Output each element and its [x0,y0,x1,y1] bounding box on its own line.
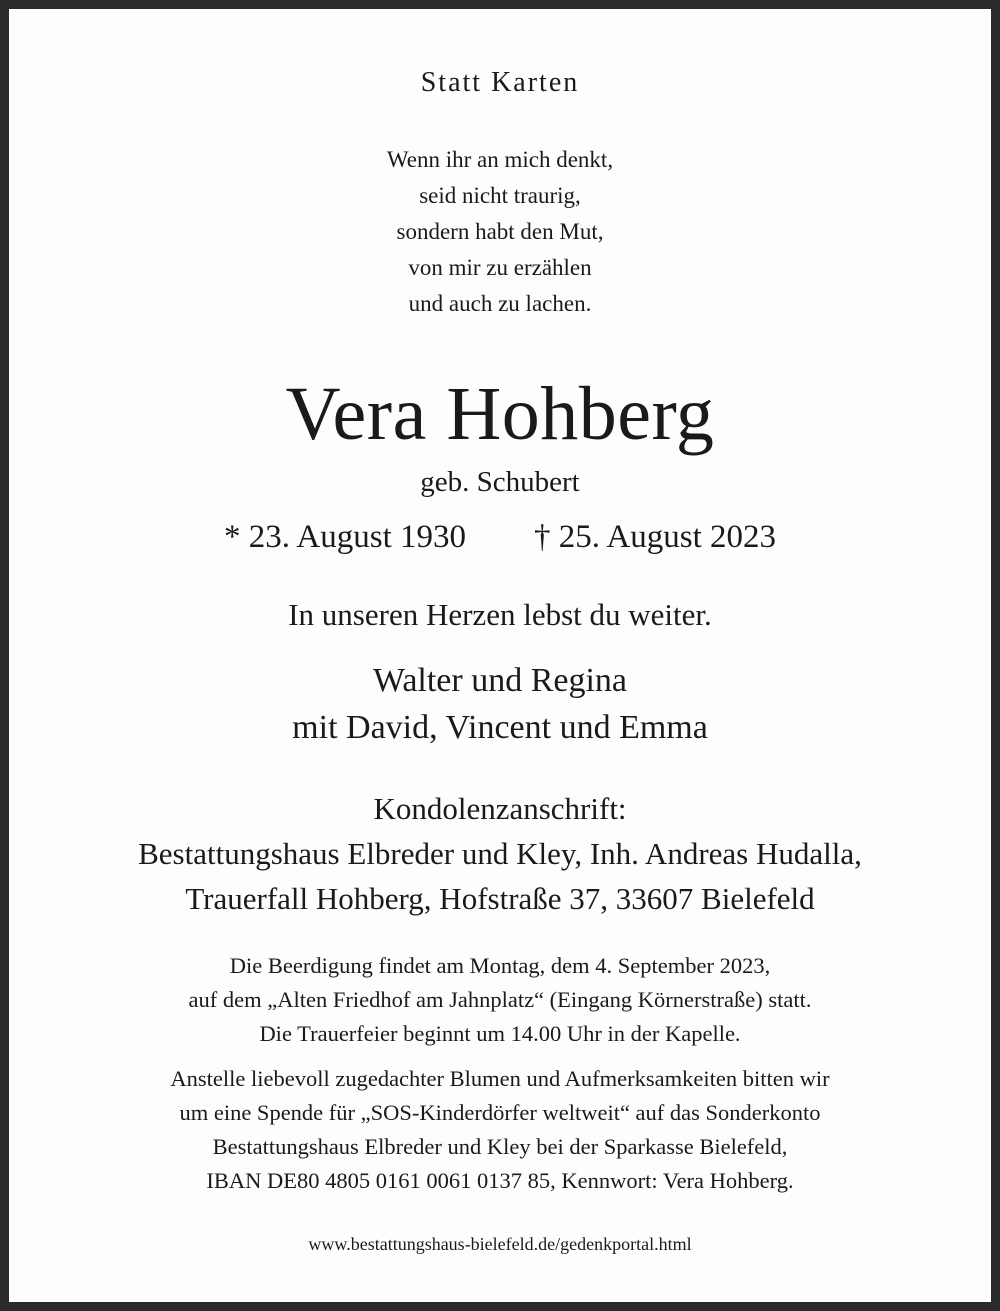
deceased-name: Vera Hohberg [285,372,715,456]
memorial-website: www.bestattungshaus-bielefeld.de/gedenkportal.html [308,1234,692,1254]
donation-line: Anstelle liebevoll zugedachter Blumen und Aufmerksamkeiten bitten wir [170,1066,830,1091]
poem [18,142,982,322]
donation-info [18,1062,982,1198]
poem-line: Wenn ihr an mich denkt, [386,147,614,172]
death-date: † 25. August 2023 [534,519,777,555]
funeral-line: Die Beerdigung findet am Montag, dem 4. September 2023, [229,953,771,978]
family-signatures [18,657,982,751]
donation-line: um eine Spende für „SOS-Kinderdörfer weltweit“ auf das Sonderkonto [179,1100,821,1125]
poem-line: und auch zu lachen. [408,291,592,316]
birth-date: * 23. August 1930 [223,519,466,555]
poem-line: seid nicht traurig, [419,183,581,208]
donation-line: Bestattungshaus Elbreder und Kley bei der Sparkasse Bielefeld, [212,1134,788,1159]
funeral-line: Die Trauerfeier beginnt um 14.00 Uhr in der Kapelle. [259,1021,741,1046]
funeral-info [18,949,982,1051]
maiden-name: geb. Schubert [420,466,580,498]
motto: In unseren Herzen lebst du weiter. [288,597,712,632]
condolence-line: Trauerfall Hohberg, Hofstraße 37, 33607 Bielefeld [185,881,815,916]
condolence-line: Kondolenzanschrift: [373,791,627,826]
condolence-line: Bestattungshaus Elbreder und Kley, Inh. Andreas Hudalla, [138,836,862,871]
family-line: Walter und Regina [372,662,628,699]
donation-line: IBAN DE80 4805 0161 0061 0137 85, Kennwort: Vera Hohberg. [206,1168,794,1193]
life-dates [18,519,982,556]
poem-line: sondern habt den Mut, [396,219,604,244]
heading: Statt Karten [420,67,580,98]
condolence-address [18,786,982,921]
poem-line: von mir zu erzählen [408,255,592,280]
funeral-line: auf dem „Alten Friedhof am Jahnplatz“ (Eingang Körnerstraße) statt. [188,987,812,1012]
family-line: mit David, Vincent und Emma [292,709,708,746]
